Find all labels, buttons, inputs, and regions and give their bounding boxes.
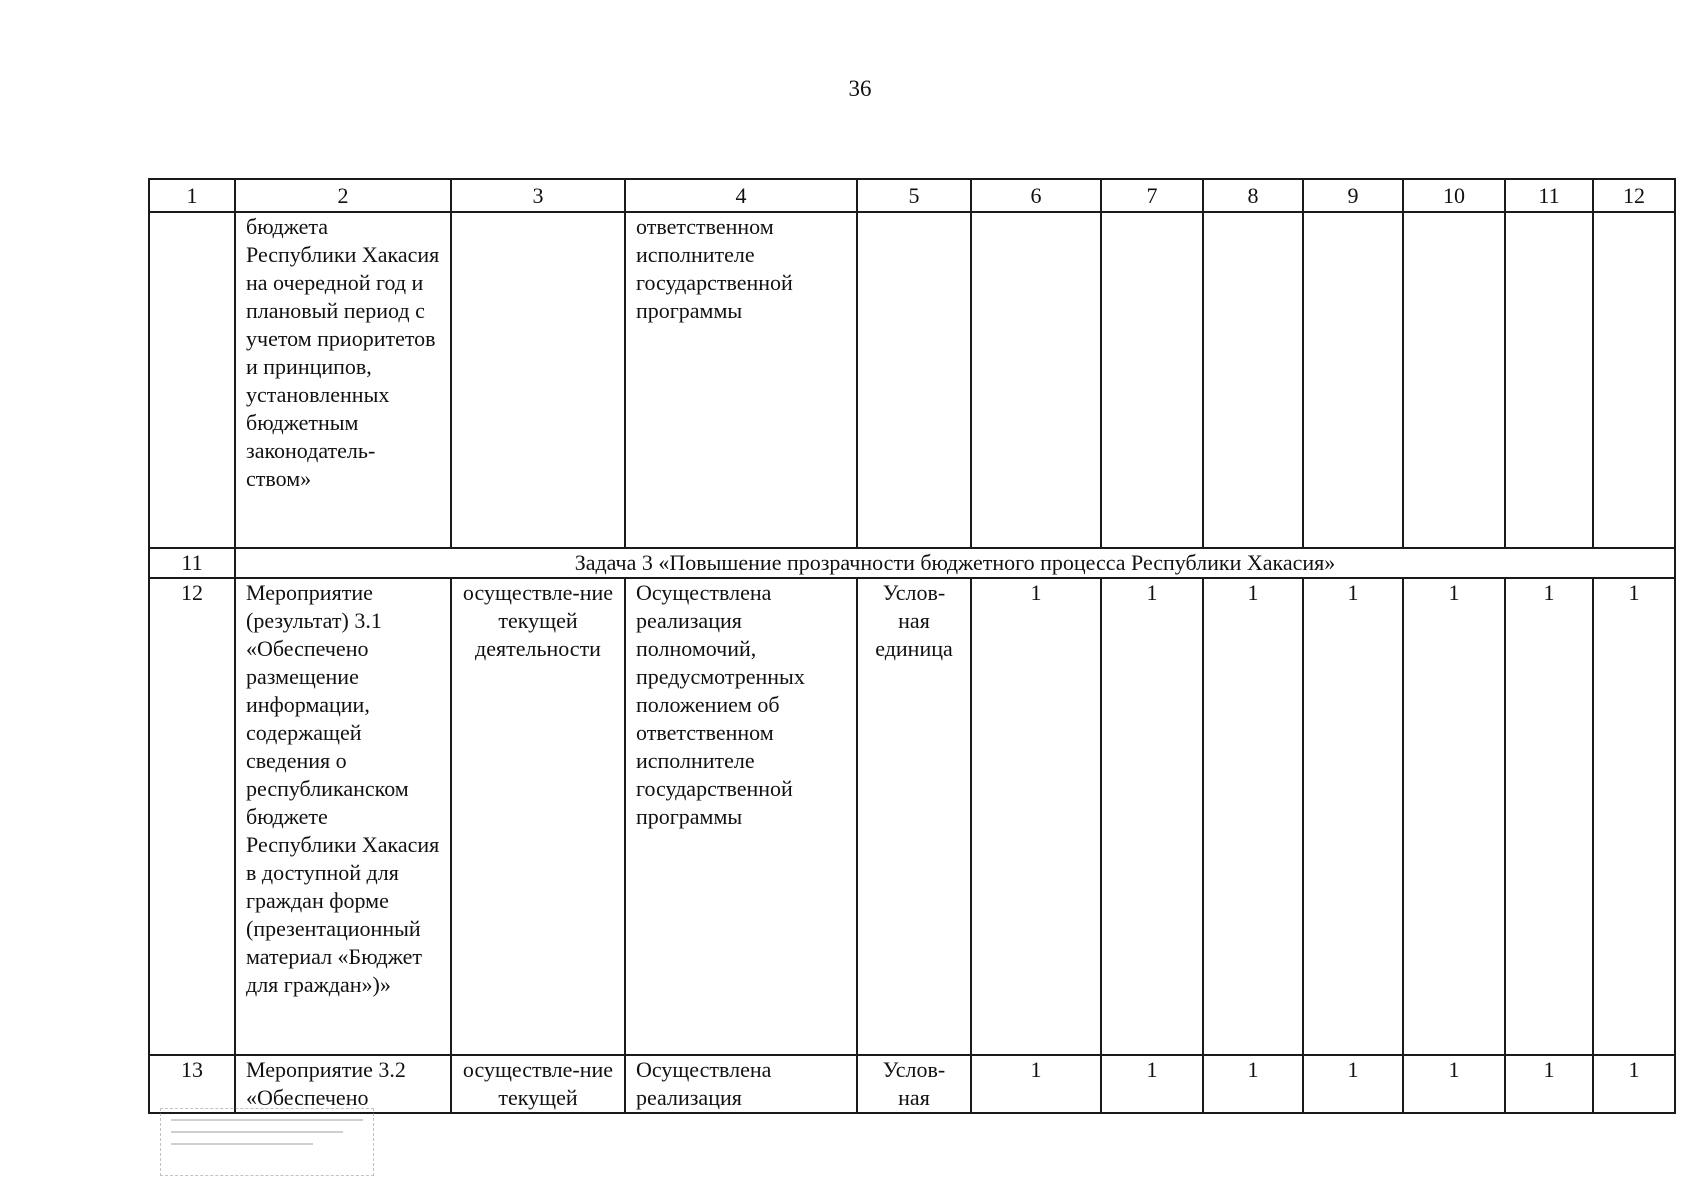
unit-cell: Услов-ная единица xyxy=(857,578,971,1055)
table-row-continued xyxy=(149,212,1675,548)
value-cell: 1 xyxy=(1505,578,1593,1055)
page-number: 36 xyxy=(848,76,872,101)
column-header: 3 xyxy=(451,179,625,212)
unit-cell xyxy=(857,212,971,548)
value-cell: 1 xyxy=(1403,578,1505,1055)
stamp-line xyxy=(171,1143,313,1145)
event-name-cell: бюджета Республики Хакасия на очередной год и плановый период с учетом приоритетов и принципов, установленных бюджетным законодатель-ством» xyxy=(235,212,451,548)
row-number-cell xyxy=(149,212,235,548)
value-cell: 1 xyxy=(1303,578,1403,1055)
value-cell: 1 xyxy=(1403,1055,1505,1113)
table-row xyxy=(149,578,1675,1055)
row-number-cell: 13 xyxy=(149,1055,235,1113)
column-header: 7 xyxy=(1101,179,1203,212)
value-cell: 1 xyxy=(1593,578,1675,1055)
program-table xyxy=(148,178,1676,1114)
value-cell xyxy=(1593,212,1675,548)
value-cell: 1 xyxy=(1203,1055,1303,1113)
value-cell: 1 xyxy=(1101,578,1203,1055)
column-header: 8 xyxy=(1203,179,1303,212)
column-header: 12 xyxy=(1593,179,1675,212)
value-cell xyxy=(1505,212,1593,548)
type-cell xyxy=(451,212,625,548)
event-name-cell: Мероприятие (результат) 3.1 «Обеспечено размещение информации, содержащей сведения о республиканском бюджете Республики Хакасия в доступной для граждан форме (презентационный материал «Бюджет для граждан»)» xyxy=(235,578,451,1055)
column-header: 2 xyxy=(235,179,451,212)
type-cell: осуществле-ние текущей деятельности xyxy=(451,578,625,1055)
value-cell: 1 xyxy=(1101,1055,1203,1113)
unit-cell: Услов-ная xyxy=(857,1055,971,1113)
stamp-line xyxy=(171,1131,343,1133)
value-cell: 1 xyxy=(1303,1055,1403,1113)
column-header: 4 xyxy=(625,179,857,212)
value-cell: 1 xyxy=(1505,1055,1593,1113)
value-cell xyxy=(1303,212,1403,548)
stamp-line xyxy=(171,1119,363,1121)
result-description-cell: Осуществлена реализация xyxy=(625,1055,857,1113)
column-header: 11 xyxy=(1505,179,1593,212)
column-header: 5 xyxy=(857,179,971,212)
table-header-row xyxy=(149,179,1675,212)
column-header: 10 xyxy=(1403,179,1505,212)
value-cell: 1 xyxy=(1593,1055,1675,1113)
type-cell: осуществле-ние текущей xyxy=(451,1055,625,1113)
column-header: 6 xyxy=(971,179,1101,212)
value-cell xyxy=(1203,212,1303,548)
column-header: 9 xyxy=(1303,179,1403,212)
value-cell xyxy=(1403,212,1505,548)
table-row xyxy=(149,1055,1675,1113)
column-header: 1 xyxy=(149,179,235,212)
result-description-cell: ответственном исполнителе государственной программы xyxy=(625,212,857,548)
value-cell: 1 xyxy=(971,1055,1101,1113)
value-cell: 1 xyxy=(1203,578,1303,1055)
value-cell: 1 xyxy=(971,578,1101,1055)
row-number-cell: 11 xyxy=(149,548,235,578)
row-number-cell: 12 xyxy=(149,578,235,1055)
event-name-cell: Мероприятие 3.2 «Обеспечено xyxy=(235,1055,451,1113)
value-cell xyxy=(1101,212,1203,548)
task-row xyxy=(149,548,1675,578)
faded-stamp xyxy=(160,1108,374,1176)
result-description-cell: Осуществлена реализация полномочий, предусмотренных положением об ответственном исполнителе государственной программы xyxy=(625,578,857,1055)
value-cell xyxy=(971,212,1101,548)
task-title: Задача 3 «Повышение прозрачности бюджетного процесса Республики Хакасия» xyxy=(235,548,1675,578)
